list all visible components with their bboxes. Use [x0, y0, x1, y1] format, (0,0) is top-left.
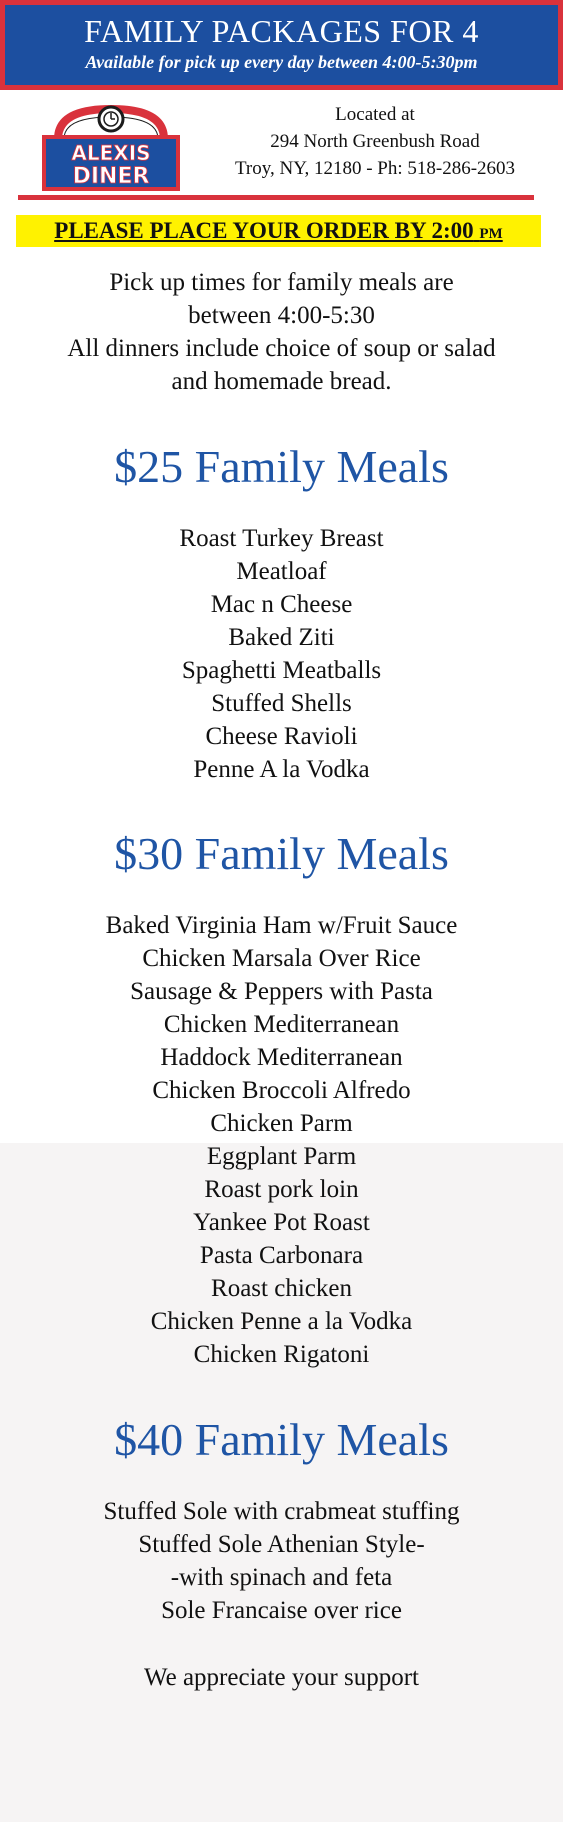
closing-message: We appreciate your support: [144, 1664, 419, 1691]
menu-item: Chicken Rigatoni: [193, 1341, 370, 1368]
header-banner: [0, 0, 563, 90]
menu-item: Pasta Carbonara: [199, 1242, 364, 1269]
intro-line: and homemade bread.: [171, 368, 392, 395]
menu-item: Chicken Broccoli Alfredo: [152, 1077, 411, 1104]
menu-item: Baked Ziti: [228, 624, 335, 651]
order-deadline-text: [54, 218, 502, 243]
menu-item: Chicken Mediterranean: [163, 1011, 400, 1038]
logo-text-line2: DINER: [72, 164, 150, 189]
order-deadline-main: PLEASE PLACE YOUR ORDER BY 2:00: [54, 218, 474, 243]
banner-subtitle: Available for pick up every day between 4:00-5:30pm: [85, 52, 478, 72]
menu-item: Chicken Parm: [210, 1110, 353, 1137]
menu-item: Chicken Penne a la Vodka: [150, 1308, 413, 1335]
alexis-diner-logo: [42, 97, 180, 191]
address-city-phone: Troy, NY, 12180 - Ph: 518-286-2603: [234, 158, 516, 179]
intro-line: between 4:00-5:30: [188, 302, 375, 329]
menu-item: Sausage & Peppers with Pasta: [130, 978, 433, 1005]
menu-item: Spaghetti Meatballs: [181, 657, 382, 684]
menu-item: Roast pork loin: [204, 1176, 359, 1203]
order-deadline-pm: PM: [479, 226, 503, 242]
menu-item: Eggplant Parm: [206, 1143, 357, 1170]
address-street: 294 North Greenbush Road: [270, 131, 480, 152]
section-title-30: $30 Family Meals: [114, 828, 449, 879]
intro-text: [20, 266, 543, 398]
menu-item: Mac n Cheese: [210, 591, 353, 618]
banner-title: FAMILY PACKAGES FOR 4: [84, 13, 479, 49]
clock-icon: [99, 107, 123, 131]
section-title-40: $40 Family Meals: [114, 1414, 449, 1465]
intro-line: Pick up times for family meals are: [109, 269, 454, 296]
section-title-25: $25 Family Meals: [114, 441, 449, 492]
menu-item: Stuffed Sole Athenian Style-: [138, 1531, 425, 1558]
menu-item: Roast chicken: [211, 1275, 352, 1302]
menu-item: -with spinach and feta: [170, 1564, 393, 1591]
menu-list-25: [0, 522, 563, 786]
menu-list-40: [0, 1495, 563, 1627]
menu-item: Roast Turkey Breast: [179, 525, 384, 552]
menu-item: Haddock Mediterranean: [160, 1044, 403, 1071]
header-banner-inner: [5, 5, 558, 85]
menu-item: Yankee Pot Roast: [193, 1209, 370, 1236]
order-deadline-note: [16, 215, 541, 247]
address-block: [205, 101, 545, 182]
menu-item: Chicken Marsala Over Rice: [142, 945, 421, 972]
menu-item: Cheese Ravioli: [205, 723, 358, 750]
menu-item: Baked Virginia Ham w/Fruit Sauce: [105, 912, 458, 939]
menu-item: Stuffed Shells: [211, 690, 352, 717]
menu-item: Stuffed Sole with crabmeat stuffing: [103, 1498, 460, 1525]
menu-item: Meatloaf: [236, 558, 327, 585]
address-located-at: Located at: [335, 104, 415, 125]
menu-list-30: [0, 909, 563, 1371]
header-divider: [18, 195, 534, 200]
logo-text-line1: ALEXIS: [71, 141, 151, 165]
menu-item: Sole Francaise over rice: [161, 1597, 402, 1624]
menu-item: Penne A la Vodka: [193, 756, 370, 783]
intro-line: All dinners include choice of soup or salad: [67, 335, 496, 362]
